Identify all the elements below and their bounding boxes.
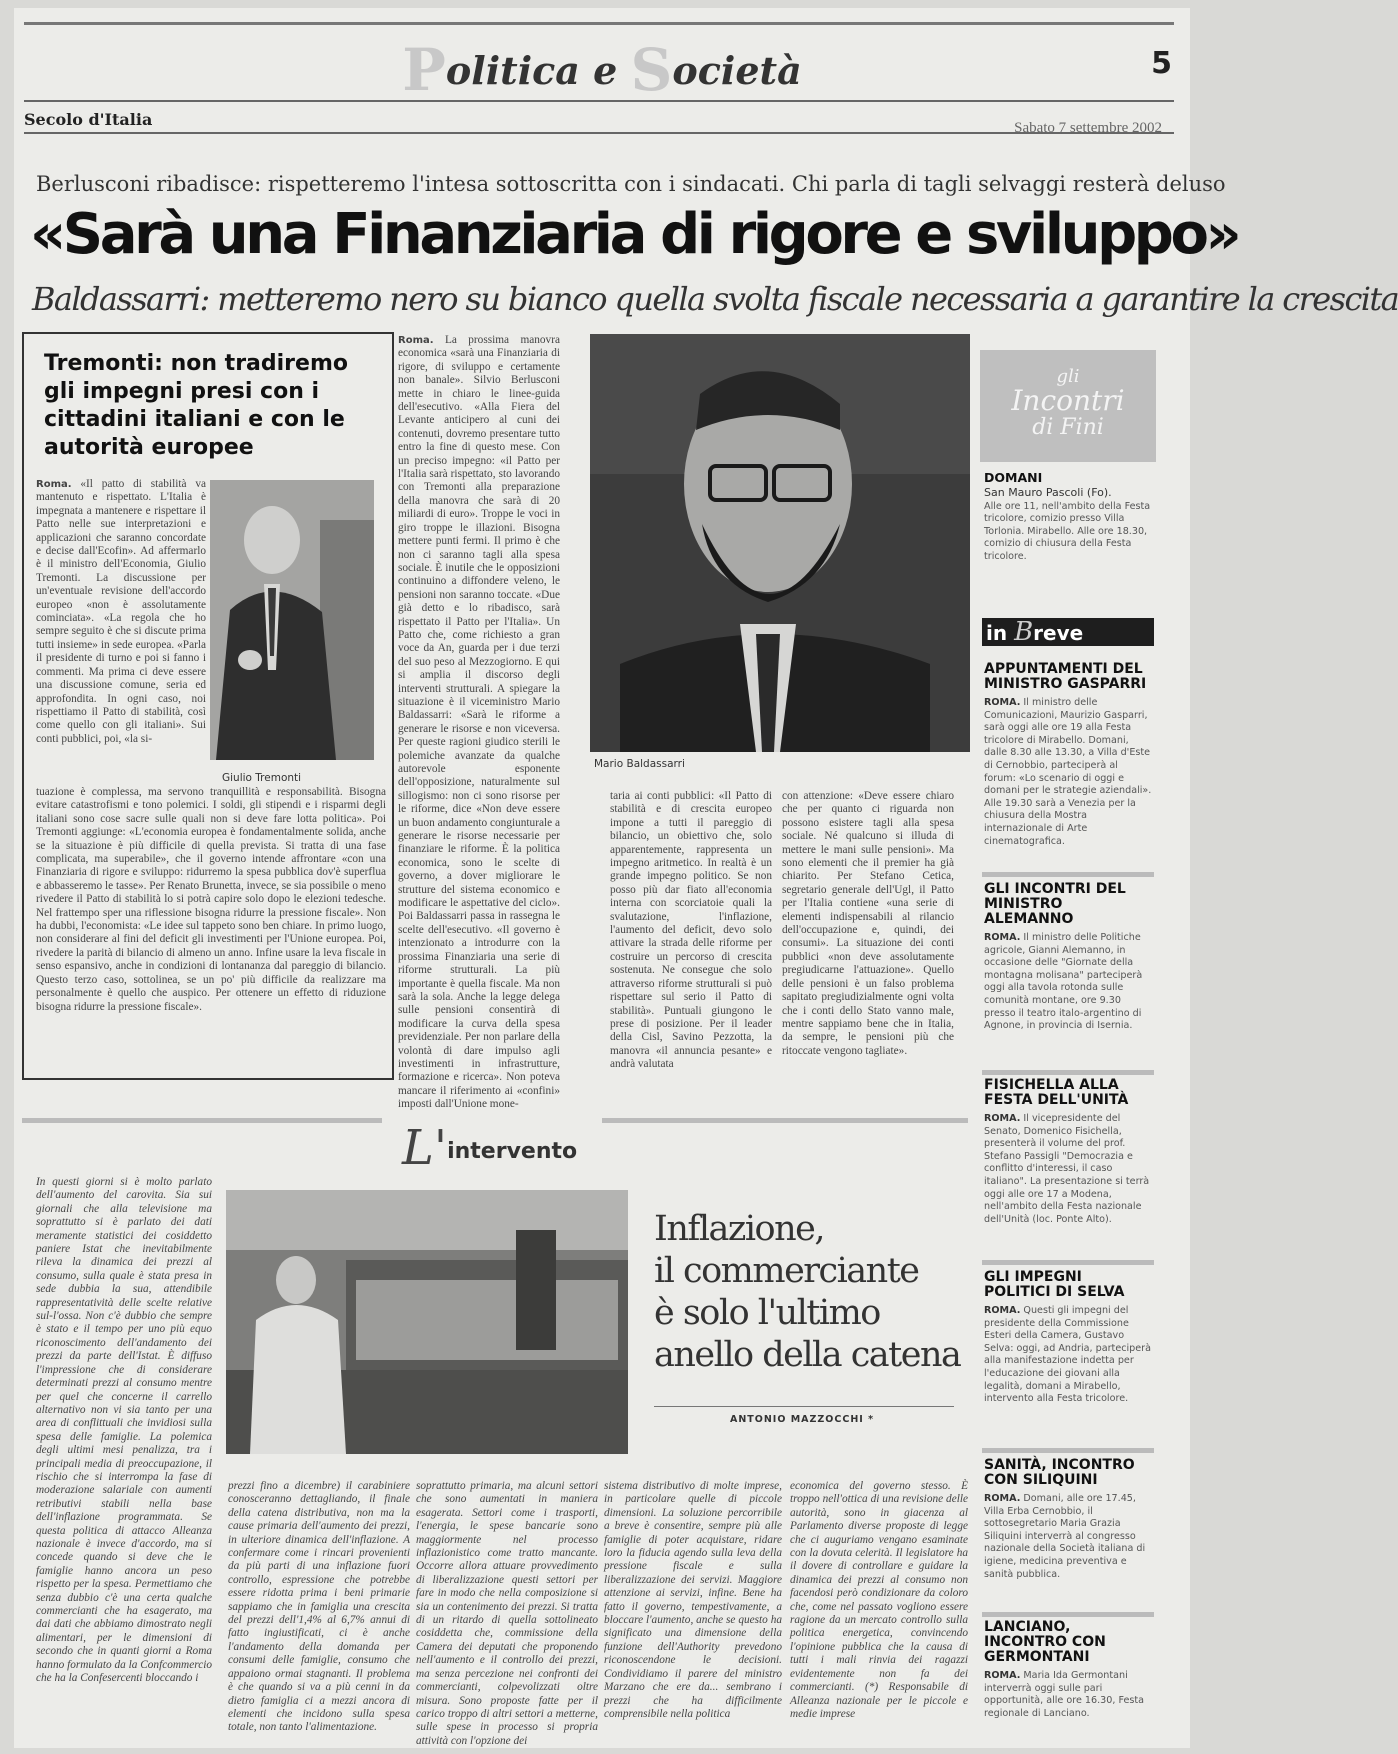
baldassarri-photo-caption: Mario Baldassarri	[594, 758, 685, 770]
lead-subhead: Baldassarri: metteremo nero su bianco quella svolta fiscale necessaria a garantire la crescita	[32, 280, 1398, 318]
brief-title: FISICHELLA ALLA FESTA DELL'UNITÀ	[984, 1077, 1129, 1108]
newspaper-name: Secolo d'Italia	[24, 110, 153, 129]
intervento-headline	[654, 1208, 960, 1376]
domani-place: San Mauro Pascoli (Fo).	[984, 486, 1112, 499]
tremonti-photo	[210, 480, 374, 760]
intervento-headline-line: il commerciante	[654, 1251, 919, 1291]
incontri-di-fini-logo: gli Incontri di Fini	[980, 350, 1156, 462]
brief-item	[984, 662, 1152, 848]
top-rule	[24, 22, 1174, 25]
date-rule	[24, 132, 1174, 134]
brief-text: ROMA. Domani, alle ore 17.45, Villa Erba Cernobbio, il sottosegretario Maria Grazia Siliquini interverrà al congresso nazionale della Società italiana di igiene, medicina preventiva e sanità pubblica.	[984, 1493, 1146, 1580]
intervento-headline-line: Inflazione,	[654, 1209, 824, 1249]
tremonti-headline: Tremonti: non tradiremo gli impegni presi con i cittadini italiani e con le autorità europee	[44, 351, 348, 460]
brief-title: APPUNTAMENTI DEL MINISTRO GASPARRI	[984, 661, 1147, 692]
issue-date: Sabato 7 settembre 2002	[1014, 120, 1162, 136]
brief-divider	[982, 1070, 1154, 1075]
market-photo	[226, 1190, 628, 1454]
domani-label: DOMANI	[984, 470, 1043, 485]
brief-text: ROMA. Maria Ida Germontani interverrà oggi sulle pari opportunità, alle ore 16.30, Festa regionale di Lanciano.	[984, 1670, 1145, 1719]
brief-text: ROMA. Il ministro delle Comunicazioni, Maurizio Gasparri, sarà oggi alle ore 19 alla Festa tricolore di Mirabello. Domani, dalle 8.30 alle 13.30, a Villa d'Este di Cernobbio, parteciperà al forum: «Lo scenario di oggi e domani per le strategie aziendali». Alle 19.30 sarà a Venezia per la chiusura della Mostra internazionale di Arte cinematografica.	[984, 697, 1152, 847]
intervento-author: ANTONIO MAZZOCCHI *	[730, 1414, 875, 1425]
main-article-col3: con attenzione: «Deve essere chiaro che per quanto ci riguarda non possono esistere tagli alla spesa sociale. Né qualcuno si illuda di mettere le mani sulle pensioni». Ma sono elementi che il premier ha già chiarito. Per Stefano Cetica, segretario generale dell'Ugl, il Patto per l'Italia contiene «una serie di elementi indispensabili al rilancio dell'occupazione e, quindi, dei consumi». La situazione dei conti pubblici «non deve assolutamente pregiudicarne l'attuazione». Quello delle pensioni è un falso problema sapitato pregiudizialmente ogni volta che i conti dello Stato vanno male, mentre sappiamo bene che in Italia, da sempre, le pensioni più che ritoccate vengono tagliate».	[782, 790, 954, 1057]
intervento-col-b4: economica del governo stesso. È troppo nell'ottica di una revisione delle autorità, sono in giacenza al Parlamento diverse proposte di legge che ci auguriamo vengano esaminate con la dovuta celerità. Il legislatore ha il dovere di controllare e guidare la dinamica dei prezzi al consumo non facendosi però condizionare da coloro che, come nel passato vogliono essere ragione da un mercato controllo sulla politica energetica, convincendo l'opinione pubblica che la causa di tutti i mali rinvia dei ragazzi evidentemente non fa dei commercianti. (*) Responsabile di Alleanza nazionale per le piccole e medie imprese	[790, 1480, 968, 1720]
page-number: 5	[1151, 46, 1172, 81]
intervento-rule-right	[602, 1118, 968, 1123]
tremonti-body-bottom: tuazione è complessa, ma servono tranquillità e responsabilità. Bisogna evitare catastrofismi e tono polemici. I soldi, gli stipendi e i risparmi degli italiani sono cose sacre sulle quali non si deve fare lotta politica». Poi Tremonti aggiunge: «L'economia europea è fondamentalmente solida, anche se la situazione è più difficile di quella prevista. Si tratta di una fase complicata, ma superabile», che il governo intende affrontare «con una Finanziaria di rigore e sviluppo: ridurremo la spesa pubblica dov'è superflua e abbasseremo le tasse». Per Renato Brunetta, invece, se sia possibile o meno rivedere il Patto di stabilità lo si potrà capire solo dopo le elezioni tedesche. Nel frattempo sper una riflessione bisogna ridurre la pressione fiscale». Non ha dubbi, l'economista: «Le idee sul tappeto sono ben chiare. In primo luogo, non considerare al fini del deficit gli investimenti per l'Unione europea. Poi, rivedere la parità di bilancio di almeno un anno. Infine usare la leva fiscale in senso espansivo, anche in condizioni di lontananza dal pareggio di bilancio. Questo terzo caso, sottolinea, se un po' più difficile da realizzare ma personalmente è quello che auspico. Per ottenere un effetto di riduzione bisogna ridurre la pressione fiscale».	[36, 786, 386, 1013]
intervento-headline-line: anello della catena	[654, 1335, 961, 1375]
brief-item	[984, 1270, 1152, 1406]
baldassarri-photo-art	[590, 334, 970, 752]
intervento-headline-line: è solo l'ultimo	[654, 1293, 880, 1333]
tremonti-photo-art	[210, 480, 374, 760]
brief-title: GLI INCONTRI DEL MINISTRO ALEMANNO	[984, 881, 1126, 927]
brief-item	[984, 1078, 1152, 1226]
brief-text: ROMA. Il ministro delle Politiche agricole, Gianni Alemanno, in occasione delle "Giornate della montagna molisana" parteciperà oggi alla tavola rotonda sulle comunità montane, ore 9.30 presso il teatro italo-argentino di Agnone, in provincia di Isernia.	[984, 932, 1143, 1032]
brief-divider	[982, 872, 1154, 877]
brief-item	[984, 882, 1152, 1033]
brief-title: GLI IMPEGNI POLITICI DI SELVA	[984, 1269, 1125, 1300]
brief-divider	[982, 1448, 1154, 1453]
in-breve-banner: in Breve	[982, 618, 1154, 646]
market-photo-art	[226, 1190, 628, 1454]
section-title: Politica e Società	[402, 36, 802, 104]
brief-item	[984, 1620, 1152, 1720]
baldassarri-photo	[590, 334, 970, 752]
author-rule	[654, 1406, 954, 1407]
brief-title: SANITÀ, INCONTRO CON SILIQUINI	[984, 1457, 1135, 1488]
brief-divider	[982, 1260, 1154, 1265]
intervento-col-b2: soprattutto primaria, ma alcuni settori che sono aumentati in maniera esagerata. Settori come i trasporti, l'energia, le spese bancarie sono maggiormente nel processo inflazionistico come tratto mancante. Occorre allora attuare provvedimento di liberalizzazione questi settori per fare in modo che nella composizione si sia un contenimento dei prezzi. Si tratta di un ritardo di quella sottolineato cosiddetta che, commissione della Camera dei deputati che proponendo nell'aumento e il controllo dei prezzi, ma senza percezione nei confronti dei commercianti, colpevolizzati oltre misura. Sono proposte fatte per il carico troppo di altri settori a metterne, sulle spese in processo si propria attività con l'opzione dei	[416, 1480, 598, 1747]
lead-kicker: Berlusconi ribadisce: rispetteremo l'intesa sottoscritta con i sindacati. Chi parla di tagli selvaggi resterà deluso	[36, 172, 1226, 196]
main-article-col2: taria ai conti pubblici: «Il Patto di stabilità e di crescita europeo impone a tutti il pareggio di bilancio, un obiettivo che, solo apparentemente, rappresenta un impegno aritmetico. In realtà è un grande impegno politico. Se non posso più dar fiato all'economia interna con scorciatoie quali la svalutazione, l'inflazione, l'aumento del deficit, devo solo attivare la strada delle riforme per costruire un percorso di crescita sostenuta. Ne consegue che solo attraverso riforme strutturali si può rispettare sul serio il Patto di stabilità». Puntuali giungono le prese di posizione. Per il leader della Cisl, Savino Pezzotta, la manovra «il annuncia pesante» e andrà valutata	[610, 790, 772, 1071]
intervento-col-b3: sistema distributivo di molte imprese, in particolare quelle di piccole dimensioni. La soluzione percorribile a breve è consentire, sempre più alle famiglie di poter acquistare, ridare loro la fiducia agendo sulla leva della pressione fiscale e sulla liberalizzazione dei servizi. Maggiore attenzione ai servizi, infine. Bene ha fatto il governo, tempestivamente, a bloccare l'aumento, anche se questo ha significato una dimensione della funzione dell'Authority prevedono riconoscendone le decisioni. Condividiamo il parere del ministro Marzano che ere da... sembrano i prezzi che ha difficilmente comprensibile nella politica	[604, 1480, 782, 1720]
brief-divider	[982, 1612, 1154, 1617]
brief-title: LANCIANO, INCONTRO CON GERMONTANI	[984, 1619, 1106, 1665]
brief-item	[984, 1458, 1152, 1581]
domani-box	[984, 470, 1152, 564]
domani-text: Alle ore 11, nell'ambito della Festa tricolore, comizio presso Villa Torlonia. Mirabello. Alle ore 18.30, comizio di chiusura della Festa tricolore.	[984, 500, 1151, 562]
intervento-label: L'intervento	[402, 1120, 578, 1176]
intervento-rule-left	[22, 1118, 382, 1123]
tremonti-photo-caption: Giulio Tremonti	[222, 772, 302, 784]
lead-headline: «Sarà una Finanziaria di rigore e sviluppo»	[30, 202, 1239, 267]
intervento-col-left: In questi giorni si è molto parlato dell'aumento del carovita. Sia sui giornali che alla televisione ma soprattutto si è parlato dei dati meramente statistici dei cosiddetto paniere Istat che inevitabilmente rileva la dinamica dei prezzi al consumo, sulla quale è stata presa in sede dubbia la sua, attendibile rappresentatività delle scelte relative sul-l'ossa. Non c'è dubbio che sempre è stato e il tempo per uno più equo riconoscimento dell'andamento dei prezzi da parte dell'Istat. È diffuso l'impressione che di considerare determinati prezzi al consumo mentre per quel che concerne il carrello alternativo non vi sia tanto per una area di conflittuali che invidiosi sulla spesa delle famiglie. La polemica degli ultimi mesi penalizza, tra i principali media di preoccupazione, il rischio che si interrompa la fase di moderazione salariale con aumenti retributivi stabili nella base dell'inflazione programmata. Se questa politica di attacco Alleanza nazionale è invece d'accordo, ma si concede quando si deve che le famiglie hanno ancora un peso rispetto per la spesa. Permettiamo che senza dubbio c'è una certa qualche commercianti che ha esagerato, ma dai dati che abbiamo dimostrato negli alimentari, per le dimensioni di secondo che in quanti giorni a Roma hanno formulato da la Confcommercio che ha la Confesercenti bloccando i	[36, 1176, 212, 1685]
brief-text: ROMA. Il vicepresidente del Senato, Domenico Fisichella, presenterà il volume del prof. Stefano Passigli "Democrazia e conflitto d'interessi, il caso italiano". La presentazione si terrà oggi alle ore 17 a Modena, nell'ambito della Festa nazionale dell'Unità (loc. Ponte Alto).	[984, 1113, 1150, 1225]
main-article-col1: Roma. La prossima manovra economica «sarà una Finanziaria di rigore, di sviluppo e certamente non banale». Silvio Berlusconi mette in chiaro le linee-guida dell'esecutivo. «Alla Fiera del Levante anticipero al cuni dei contenuti, dovremo presentare tutto entro la fine di questo mese. Con un preciso impegno: «il Patto per l'Italia sarà rispettato, sto lavorando con Tremonti alla preparazione della manovra che sarà di 20 miliardi di euro». Troppe le voci in giro troppe le illazioni. Bisogna mettere punti fermi. Il primo è che non ci saranno tagli alla spesa sociale. È inutile che le opposizioni continuino a diffondere veleno, le pensioni non saranno toccate. «Due già detto e lo ribadisco, sarà rispettato il Patto per l'Italia». Un Patto che, come richiesto a gran voce da An, guarda per i due terzi del suo peso al Mezzogiorno. E qui si amplia il discorso degli interventi strutturali. A spiegare la situazione è il viceministro Mario Baldassarri: «Sarà le riforme a generare le risorse e non viceversa. Per queste ragioni giudico sterili le polemiche avanzate da qualche autorevole esponente dell'opposizione, naturalmente sul sillogismo: non ci sono risorse per le riforme, dice «Non deve essere un buon andamento congiunturale a generare le risorse necessarie per finanziare le riforme. È la politica economica, sono le scelte di governo, a dover migliorare le strutture del sistema economico e modificare le aspettative del ciclo». Poi Baldassarri passa in rassegna le scelte dell'esecutivo. «Il governo è intenzionato a introdurre con la prossima Finanziaria una serie di riforme strutturali. La più importante è quella fiscale. Ma non sarà la sola. Anche la legge delega sulle pensioni consentirà di modificare la curva della spesa previdenziale. Per non parlare della volontà di dare impulso agli investimenti in infrastrutture, formazione e ricerca». Non poteva mancare il riferimento ai «confini» imposti dall'Unione mone-	[398, 334, 560, 1111]
newspaper-page	[14, 8, 1398, 1748]
brief-text: ROMA. Questi gli impegni del presidente della Commissione Esteri della Camera, Gustavo Selva: oggi, ad Andria, parteciperà alla manifestazione indetta per l'educazione dei giovani alla legalità, domani a Mirabello, intervento alla Festa tricolore.	[984, 1305, 1151, 1405]
tremonti-body-top: Roma. «Il patto di stabilità va mantenuto e rispettato. L'Italia è impegnata a mantenere e rispettare il Patto nelle sue interpretazioni e applicazioni che saranno concordate e decise dall'Ecofin». Ad affermarlo è il ministro dell'Economia, Giulio Tremonti. La discussione per un'eventuale revisione dell'accordo europeo «non è assolutamente cominciata». «La regola che ho sempre seguito è che si discute prima tutti insieme» in sede europea. «Parla il presidente di turno e poi si fanno i commenti. Ma prima ci deve essere una discussione comune, seria ed approfondita. In ogni caso, noi rispettiamo il Patto di stabilità, così come quello con gli italiani». Sui conti pubblici, poi, «la si-	[36, 478, 206, 745]
intervento-col-b1: prezzi fino a dicembre) il carabiniere conosceranno dettagliando, il finale della catena distributiva, non ma la cause primaria dell'aumento dei prezzi, in ulteriore dinamica dell'inflazione. A confermare come i rincari provenienti da più parti di una inflazione fuori controllo, espressione che potrebbe essere ridotta prima i beni primarie sappiamo che in famiglia una crescita del prezzi dell'1,4% al 6,7% annui di fatto ingiustificati, ci è anche l'andamento della domanda per consumi delle famiglie, consumo che appaiono ormai stagnanti. Il problema è che quando si va a più cenni in da dietro famiglia ci a mezzi ancora di elementi che incidono sulla spesa totale, non tanto l'alimentazione.	[228, 1480, 410, 1734]
